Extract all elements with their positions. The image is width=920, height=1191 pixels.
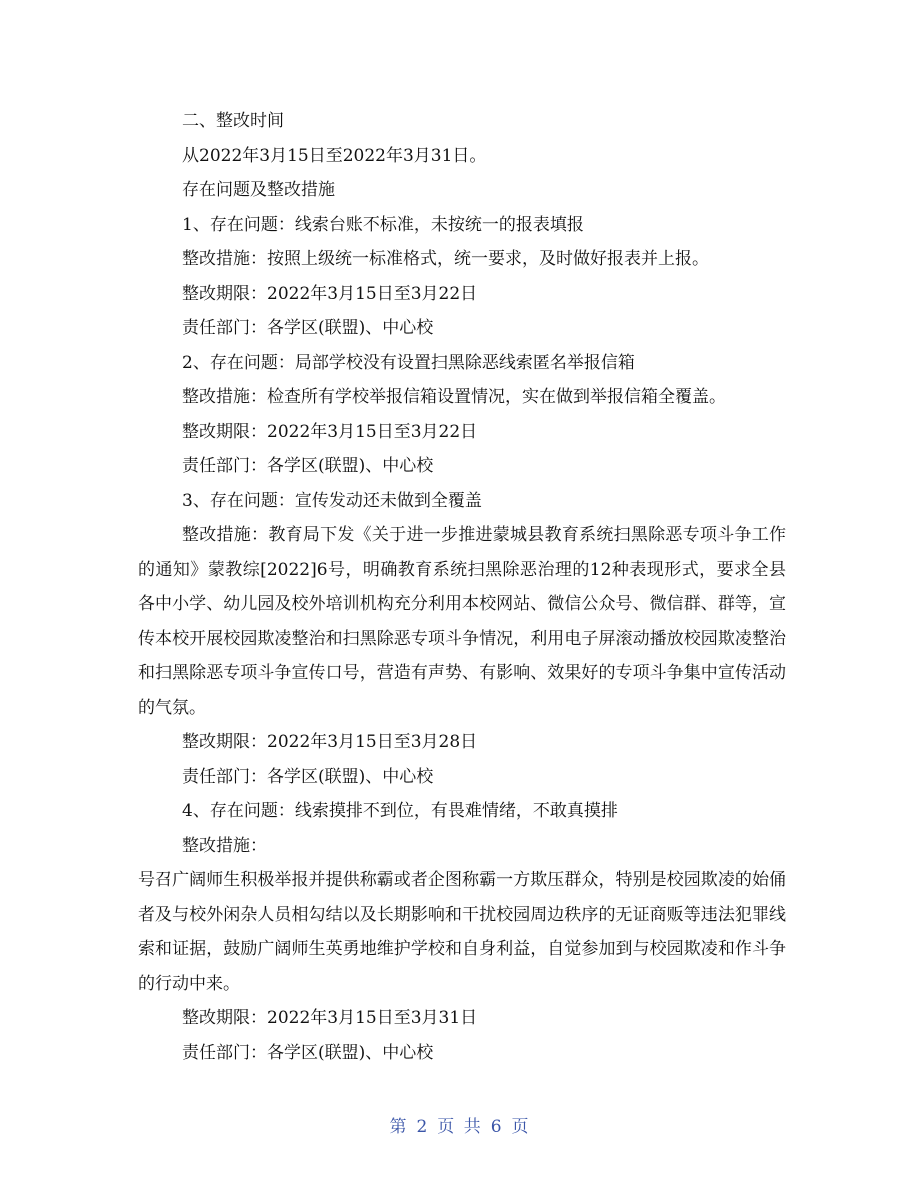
text-line: 从2022年3月15日至2022年3月31日。 (182, 145, 487, 166)
footer-middle: 页 共 (437, 1117, 483, 1137)
text-line: 2、存在问题：局部学校没有设置扫黑除恶线索匿名举报信箱 (182, 352, 635, 373)
text-line: 整改期限：2022年3月15日至3月22日 (182, 421, 478, 442)
text-line: 责任部门：各学区(联盟)、中心校 (182, 1042, 434, 1063)
footer-prefix: 第 (389, 1117, 409, 1137)
page-number-footer (0, 1112, 920, 1137)
text-line: 整改措施：按照上级统一标准格式，统一要求，及时做好报表并上报。 (182, 249, 709, 269)
text-line: 3、存在问题：宣传发动还未做到全覆盖 (182, 490, 482, 511)
text-line: 整改措施： (182, 835, 267, 856)
text-line: 整改措施：检查所有学校举报信箱设置情况，实在做到举报信箱全覆盖。 (182, 387, 726, 407)
paragraph-measures-3: 整改措施：教育局下发《关于进一步推进蒙城县教育系统扫黑除恶专项斗争工作的通知》蒙教综[2022]6号，明确教育系统扫黑除恶治理的12种表现形式，要求全县各中小学、幼儿园及校外培训机构充分利用本校网站、微信公众号、微信群、群等，宣传本校开展校园欺凌整治和扫黑除恶专项斗争情况，利用电子屏滚动播放校园欺凌整治和扫黑除恶专项斗争宣传口号，营造有声势、有影响、效果好的专项斗争集中宣传活动的气氛。 (138, 525, 786, 718)
footer-total-pages: 6 (490, 1117, 504, 1137)
paragraph-measures-4: 号召广阔师生积极举报并提供称霸或者企图称霸一方欺压群众，特别是校园欺凌的始俑者及与校外闲杂人员相勾结以及长期影响和干扰校园周边秩序的无证商贩等违法犯罪线索和证据，鼓励广阔师生英勇地维护学校和自身利益，自觉参加到与校园欺凌和作斗争的行动中来。 (138, 870, 786, 994)
footer-current-page: 2 (416, 1117, 430, 1137)
document-body (138, 104, 786, 1070)
footer-suffix: 页 (511, 1117, 531, 1137)
text-line: 整改期限：2022年3月15日至3月28日 (182, 732, 478, 752)
text-line: 整改期限：2022年3月15日至3月22日 (182, 283, 478, 304)
text-line: 整改期限：2022年3月15日至3月31日 (182, 1008, 478, 1028)
text-line: 责任部门：各学区(联盟)、中心校 (182, 318, 434, 338)
text-line: 责任部门：各学区(联盟)、中心校 (182, 766, 434, 787)
section-heading: 存在问题及整改措施 (182, 180, 335, 200)
section-heading: 二、整改时间 (182, 111, 284, 131)
text-line: 4、存在问题：线索摸排不到位，有畏难情绪，不敢真摸排 (182, 801, 618, 821)
text-line: 1、存在问题：线索台账不标准，未按统一的报表填报 (182, 214, 584, 235)
text-line: 责任部门：各学区(联盟)、中心校 (182, 456, 434, 476)
